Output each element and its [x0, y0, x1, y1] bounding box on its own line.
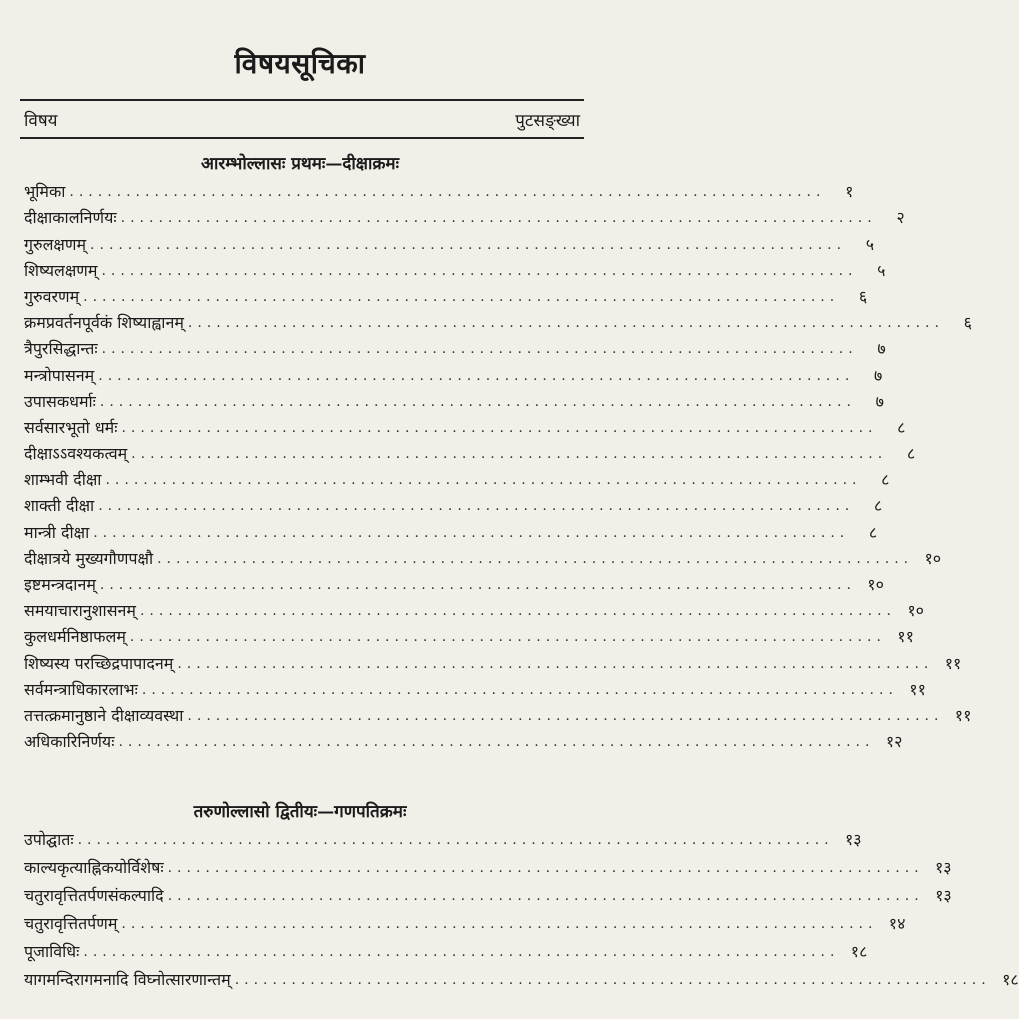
toc-entry-page: ११	[954, 705, 972, 725]
toc-entry	[24, 307, 972, 333]
toc-entry-label: सर्वसारभूतो धर्मः	[24, 417, 118, 437]
toc-list-2	[24, 822, 1019, 990]
dot-leader: ................................................................................	[118, 734, 875, 751]
toc-entry-label: शिष्यलक्षणम्	[24, 260, 98, 280]
toc-entry-page: ७	[873, 365, 883, 385]
toc-entry	[24, 438, 916, 464]
dot-leader: ................................................................................	[187, 315, 944, 332]
toc-entry-page: १	[845, 182, 854, 202]
toc-entry-page: २	[896, 208, 905, 228]
toc-entry-label: उपासकधर्माः	[24, 391, 96, 411]
toc-entry	[24, 228, 875, 254]
toc-entry-page: ११	[944, 653, 962, 673]
page-title: विषयसूचिका	[234, 47, 366, 80]
toc-entry-label: भूमिका	[24, 182, 66, 202]
toc-entry-label: त्रैपुरसिद्धान्तः	[24, 339, 98, 359]
toc-entry-page: ८	[881, 470, 890, 490]
toc-entry	[24, 621, 914, 647]
toc-entry-page: ८	[873, 496, 883, 516]
toc-entry	[24, 516, 878, 542]
toc-entry	[24, 674, 926, 700]
toc-entry-page: १०	[867, 575, 884, 594]
toc-entry-label: दीक्षाकालनिर्णयः	[24, 208, 117, 228]
toc-entry-label: मान्त्री दीक्षा	[24, 522, 90, 542]
dot-leader: ................................................................................	[83, 944, 840, 960]
dot-leader: ................................................................................	[99, 577, 856, 593]
toc-entry	[24, 647, 962, 673]
toc-entry-label: समयाचारानुशासनम्	[24, 601, 136, 621]
dot-leader: ................................................................................	[101, 262, 858, 279]
toc-entry-page: १३	[935, 886, 952, 905]
toc-entry-label: पूजाविधिः	[24, 942, 80, 961]
toc-entry-page: ८	[906, 444, 916, 464]
toc-entry-label: सर्वमन्त्राधिकारलाभः	[24, 679, 138, 699]
toc-entry	[24, 906, 906, 934]
dot-leader: ................................................................................	[93, 524, 850, 541]
column-header-page: पुटसङ्ख्या	[515, 111, 580, 131]
dot-leader: ................................................................................	[177, 655, 934, 672]
dot-leader: ................................................................................	[101, 341, 858, 358]
toc-entry-page: ६	[963, 313, 972, 333]
toc-entry-label: शिष्यस्य परच्छिद्रपापादनम्	[24, 653, 174, 673]
toc-entry-label: दीक्षात्रये मुख्यगौणपक्षौ	[24, 548, 154, 568]
dot-leader: ................................................................................	[105, 472, 862, 489]
toc-entry-label: उपोद्घातः	[24, 830, 74, 849]
dot-leader: ................................................................................	[157, 550, 914, 567]
toc-entry-page: १३	[934, 858, 952, 877]
toc-entry	[24, 700, 972, 726]
section-heading-1: आरम्भोल्लासः प्रथमः—दीक्षाक्रमः	[200, 154, 400, 174]
toc-entry-page: १४	[888, 914, 906, 933]
dot-leader: ................................................................................	[98, 498, 855, 515]
toc-entry-page: ७	[875, 391, 884, 411]
dot-leader: ................................................................................	[121, 419, 878, 436]
top-rule	[20, 99, 584, 101]
dot-leader: ................................................................................	[99, 393, 856, 410]
toc-entry-label: क्रमप्रवर्तनपूर्वकं शिष्याह्वानम्	[24, 313, 184, 333]
dot-leader: ................................................................................	[167, 860, 924, 876]
toc-entry	[24, 934, 868, 962]
toc-entry	[24, 850, 952, 878]
toc-entry-page: ११	[897, 627, 914, 647]
section-heading-2: तरुणोल्लासो द्वितीयः—गणपतिक्रमः	[193, 802, 407, 822]
dot-leader: ................................................................................	[98, 367, 855, 384]
dot-leader: ................................................................................	[234, 972, 991, 988]
toc-entry-page: ५	[865, 234, 875, 254]
toc-entry-page: ८	[868, 522, 878, 542]
toc-entry	[24, 822, 862, 850]
toc-entry	[24, 333, 886, 359]
toc-entry-label: चतुरावृत्तितर्पणम्	[24, 914, 118, 933]
dot-leader: ................................................................................	[129, 629, 886, 646]
toc-entry-label: गुरुवरणम्	[24, 286, 80, 306]
toc-entry	[24, 490, 883, 516]
toc-entry-page: ६	[858, 286, 868, 306]
toc-entry	[24, 386, 884, 412]
toc-entry-page: १०	[907, 601, 924, 621]
toc-entry-page: ७	[877, 339, 886, 359]
toc-list-1	[24, 176, 972, 752]
toc-entry-label: शाम्भवी दीक्षा	[24, 470, 102, 490]
dot-leader: ................................................................................	[69, 184, 826, 201]
dot-leader: ................................................................................	[83, 288, 840, 305]
toc-entry	[24, 569, 884, 595]
toc-entry	[24, 726, 903, 752]
toc-entry	[24, 281, 868, 307]
toc-entry-page: ११	[909, 679, 926, 699]
toc-entry	[24, 595, 924, 621]
dot-leader: ................................................................................	[139, 603, 896, 620]
toc-entry-label: कुलधर्मनिष्ठाफलम्	[24, 627, 126, 647]
toc-entry-page: १८	[1002, 970, 1019, 989]
toc-entry-page: १०	[924, 548, 942, 568]
toc-entry	[24, 412, 906, 438]
toc-entry-page: ८	[897, 417, 906, 437]
dot-leader: ................................................................................	[77, 832, 834, 848]
dot-leader: ................................................................................	[90, 236, 847, 253]
dot-leader: ................................................................................	[120, 210, 877, 227]
toc-entry-label: इष्टमन्त्रदानम्	[24, 575, 96, 594]
toc-entry-label: अधिकारिनिर्णयः	[24, 732, 115, 752]
toc-entry	[24, 255, 886, 281]
toc-entry-page: १३	[844, 830, 862, 849]
dot-leader: ................................................................................	[131, 446, 888, 463]
toc-entry	[24, 464, 890, 490]
column-header-subject: विषय	[24, 111, 58, 131]
toc-entry-page: १८	[850, 942, 868, 961]
toc-entry	[24, 359, 883, 385]
dot-leader: ................................................................................	[121, 916, 878, 932]
toc-entry-page: १२	[885, 732, 903, 752]
toc-entry-label: तत्तत्क्रमानुष्ठाने दीक्षाव्यवस्था	[24, 705, 184, 725]
toc-entry-label: मन्त्रोपासनम्	[24, 365, 95, 385]
toc-entry	[24, 962, 1019, 990]
toc-entry-label: काल्यकृत्याह्निकयोर्विशेषः	[24, 858, 164, 877]
toc-entry-label: शाक्ती दीक्षा	[24, 496, 95, 516]
dot-leader: ................................................................................	[141, 681, 898, 698]
toc-entry-label: गुरुलक्षणम्	[24, 234, 87, 254]
toc-entry-label: यागमन्दिरागमनादि विघ्नोत्सारणान्तम्	[24, 970, 231, 989]
toc-entry-label: दीक्षाऽऽवश्यकत्वम्	[24, 444, 128, 464]
toc-entry-page: ५	[877, 260, 886, 280]
header-rule	[20, 137, 584, 139]
dot-leader: ................................................................................	[167, 888, 924, 904]
dot-leader: ................................................................................	[187, 707, 944, 724]
toc-entry	[24, 543, 942, 569]
toc-entry	[24, 202, 905, 228]
toc-entry	[24, 176, 854, 202]
toc-entry-label: चतुरावृत्तितर्पणसंकल्पादि	[24, 886, 164, 905]
toc-entry	[24, 878, 952, 906]
